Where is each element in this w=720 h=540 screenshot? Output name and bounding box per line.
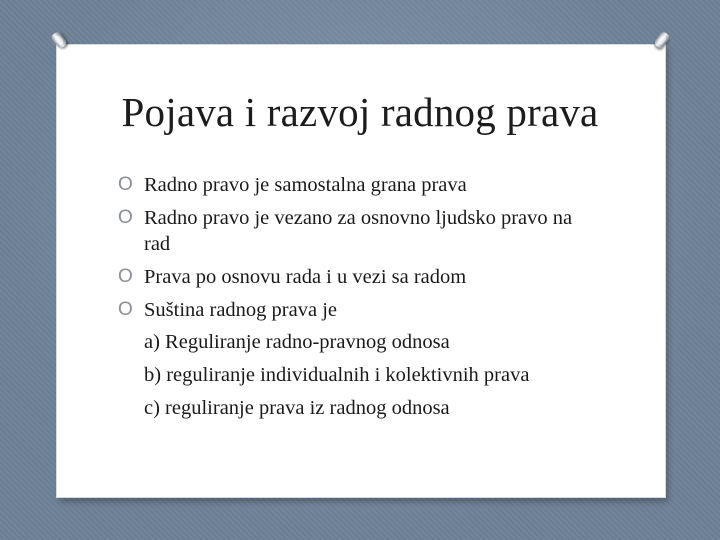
bullet-marker-icon: O [118,174,133,195]
bullet-text: Radno pravo je samostalna grana prava [144,174,467,196]
bullet-list [118,172,638,432]
bullet-text: Radno pravo je vezano za osnovno ljudsko pravo na rad [144,207,573,255]
bullet-marker-icon: O [118,266,133,287]
bullet-text: Prava po osnovu rada i u vezi sa radom [144,266,467,288]
slide-title: Pojava i razvoj radnog prava [121,89,599,135]
bullet-marker-icon: O [118,299,133,320]
sub-item: a) Reguliranje radno-pravnog odnosa [144,331,450,353]
bullet-text: Suština radnog prava je [144,299,337,321]
bullet-marker-icon: O [118,207,133,228]
sub-item: b) reguliranje individualnih i kolektivnih prava [144,364,530,386]
sub-item: c) reguliranje prava iz radnog odnosa [144,397,450,419]
bullet-item [118,264,638,290]
bullet-item [118,172,638,198]
bullet-item [118,205,584,257]
sub-list [144,326,638,425]
bullet-item [118,297,638,425]
